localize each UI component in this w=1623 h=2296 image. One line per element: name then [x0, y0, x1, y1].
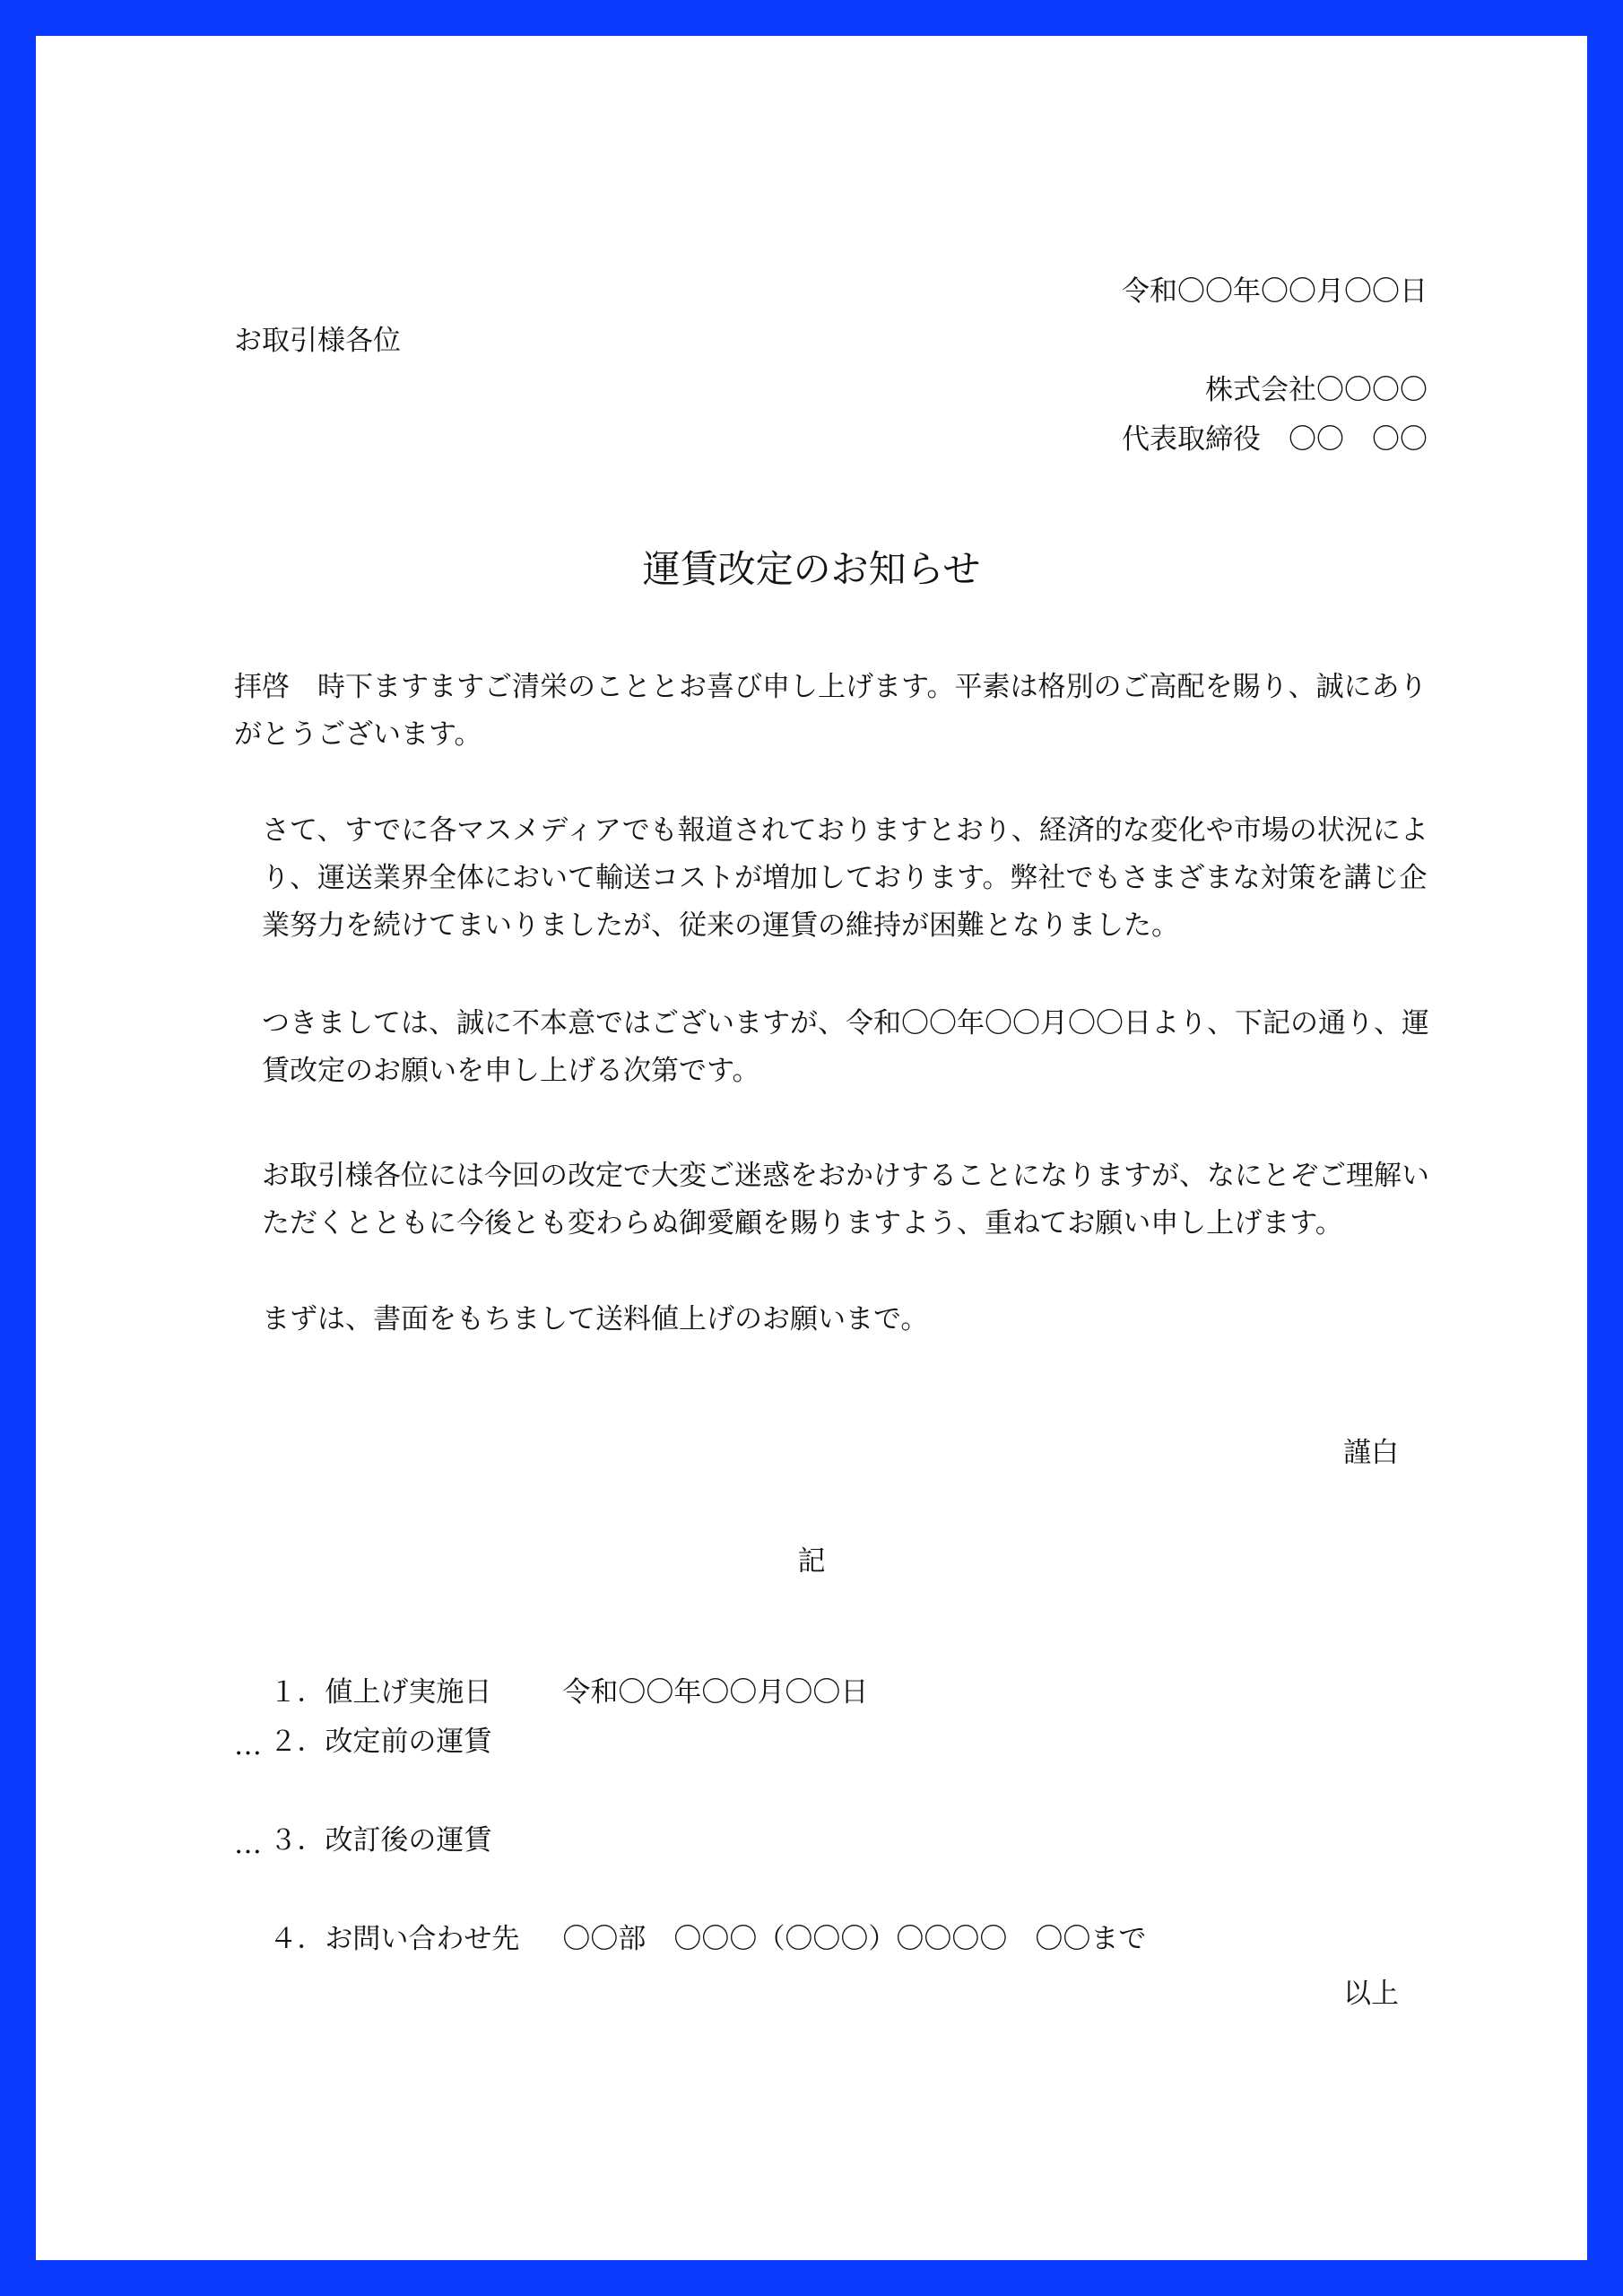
item-label: 改定前の運賃 — [325, 1726, 492, 1758]
greeting-text: 拝啓 時下ますますご清栄のこととお喜び申し上げます。平素は格別のご高配を賜り、誠にありがとうございます。 — [234, 671, 1428, 751]
item-label: 改訂後の運賃 — [325, 1824, 492, 1857]
document-date: 令和〇〇年〇〇月〇〇日 — [1122, 275, 1428, 308]
body-paragraph-1 — [234, 807, 1436, 950]
item-value: 令和〇〇年〇〇月〇〇日 — [562, 1676, 869, 1709]
end-word: 以上 — [1343, 1978, 1399, 2010]
notes-heading: 記 — [797, 1545, 826, 1578]
company-name: 株式会社〇〇〇〇 — [1205, 374, 1428, 406]
closing-word: 謹白 — [1343, 1437, 1399, 1469]
greeting-paragraph — [234, 664, 1436, 759]
paragraph-2-text: つきましては、誠に不本意ではございますが、令和〇〇年〇〇月〇〇日より、下記の通り、運賃改定のお願いを申し上げる次第です。 — [262, 1007, 1429, 1087]
representative: 代表取締役 〇〇 〇〇 — [1122, 423, 1428, 456]
ellipsis: … — [234, 1729, 262, 1761]
body-paragraph-4 — [234, 1296, 1436, 1344]
item-label: 値上げ実施日 — [325, 1676, 492, 1709]
item-number: ２． — [269, 1726, 325, 1758]
page-title: 運賃改定のお知らせ — [642, 547, 981, 591]
item-number: ４． — [269, 1923, 325, 1955]
body-paragraph-3 — [234, 1152, 1436, 1248]
item-label: お問い合わせ先 — [325, 1923, 520, 1955]
item-value: 〇〇部 〇〇〇（〇〇〇）〇〇〇〇 〇〇まで — [562, 1923, 1147, 1955]
body-paragraph-2 — [234, 1000, 1436, 1095]
item-number: ３． — [269, 1824, 325, 1857]
paragraph-4-text: まずは、書面をもちまして送料値上げのお願いまで。 — [262, 1303, 929, 1335]
list-item — [234, 1686, 562, 1791]
list-item — [234, 1883, 1146, 1988]
list-item — [234, 1785, 562, 1890]
recipient: お取引様各位 — [234, 325, 401, 357]
document-page — [36, 36, 1587, 2260]
ellipsis: … — [234, 1828, 262, 1860]
item-number: １． — [269, 1676, 325, 1709]
paragraph-3-text: お取引様各位には今回の改定で大変ご迷惑をおかけすることになりますが、なにとぞご理解いただくとともに今後とも変わらぬ御愛顧を賜りますよう、重ねてお願い申し上げます。 — [262, 1160, 1429, 1239]
paragraph-1-text: さて、すでに各マスメディアでも報道されておりますとおり、経済的な変化や市場の状況により、運送業界全体において輸送コストが増加しております。弊社でもさまざまな対策を講じ企業努力を続けてまいりましたが、従来の運賃の維持が困難となりました。 — [262, 814, 1428, 942]
